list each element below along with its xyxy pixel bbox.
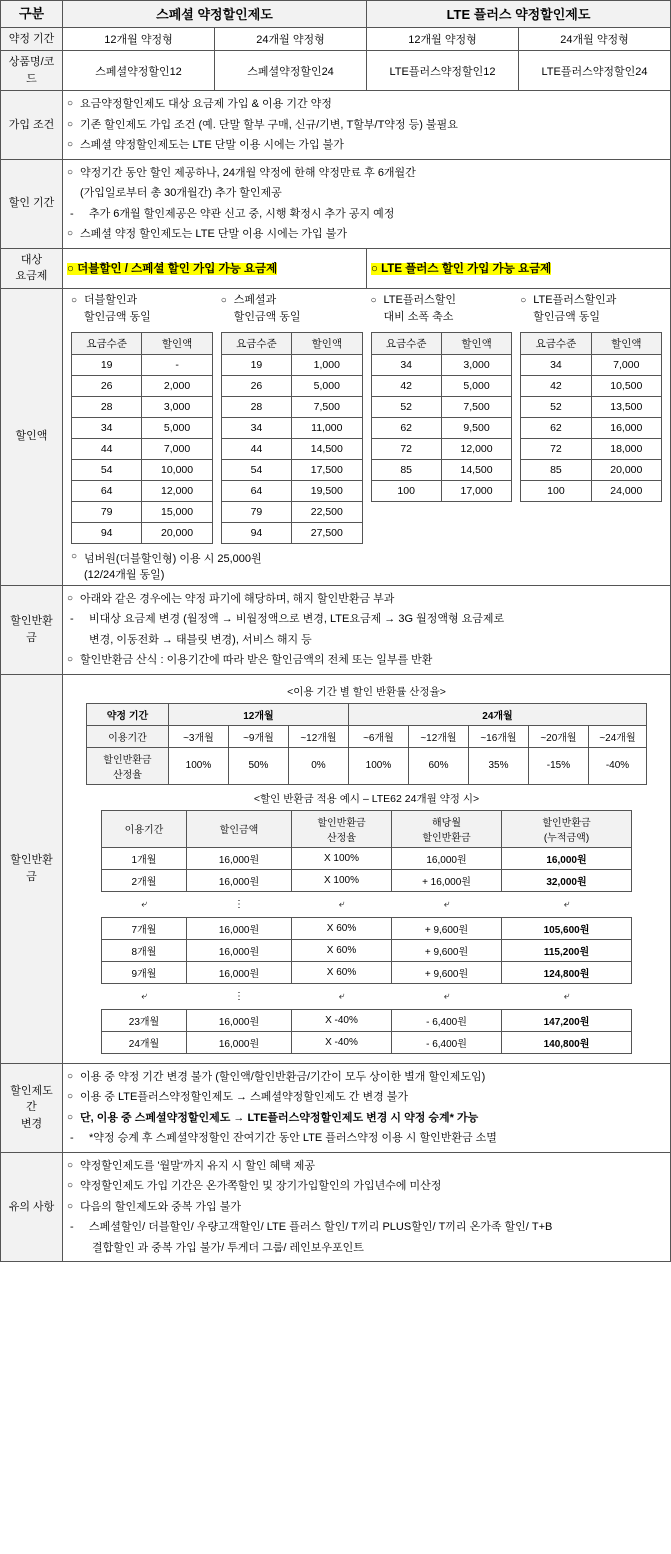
table-row <box>221 501 362 522</box>
rate-level: 28 <box>72 396 142 417</box>
rate-amount: 12,000 <box>142 480 212 501</box>
rate-amount: 5,000 <box>142 417 212 438</box>
label-contract-period: 약정 기간 <box>1 27 63 51</box>
ex-cell: 2개월 <box>102 869 187 891</box>
rate-amount: 3,000 <box>441 354 511 375</box>
numberone-line1: ○ 넘버원(더블할인형) 이용 시 25,000원 <box>71 550 662 566</box>
refund-rate-cell: 35% <box>468 747 528 784</box>
period-special-12: 12개월 약정형 <box>63 27 215 51</box>
refund-term-24: 24개월 <box>348 703 646 725</box>
refund-rate-cell: 0% <box>288 747 348 784</box>
table-row <box>86 725 646 747</box>
rate-table-header <box>72 332 213 354</box>
note-item: ○ 약정할인제도 가입 기간은 온가쪽할인 및 장기가입할인의 가입년수에 미산정 <box>67 1176 666 1197</box>
table-row <box>521 459 662 480</box>
rate-amount: 7,000 <box>142 438 212 459</box>
rate-table-lte24 <box>520 332 662 502</box>
table-row <box>221 459 362 480</box>
refund-rate-cell: 100% <box>168 747 228 784</box>
header-special: 스페셜 약정할인제도 <box>63 1 367 28</box>
rate-amount: 1,000 <box>292 354 362 375</box>
table-row <box>221 396 362 417</box>
rate-level: 62 <box>371 417 441 438</box>
table-row <box>72 522 213 543</box>
rate-level: 64 <box>72 480 142 501</box>
table-row <box>102 1009 632 1031</box>
join-item: ○ 기존 할인제도 가입 조건 (예. 단말 할부 구매, 신규/기변, T할부/T약정 등) 불필요 <box>67 115 666 136</box>
discount-period-item: - 추가 6개월 할인제공은 약관 신고 중, 시행 확정시 추가 공지 예정 <box>67 204 666 225</box>
row-contract-period <box>1 27 671 51</box>
rate-level: 72 <box>521 438 591 459</box>
label-notes: 유의 사항 <box>1 1152 63 1262</box>
label-target-plans <box>1 248 63 288</box>
product-lte-12: LTE플러스약정할인12 <box>367 51 519 91</box>
refund-item: - 비대상 요금제 변경 (월정액 → 비월정액으로 변경, LTE요금제 → 3G 월정액형 요금제로 <box>67 609 666 630</box>
refund-tables-content <box>63 674 671 1063</box>
rate-level: 85 <box>371 459 441 480</box>
ex-spacer: ⤶ <box>141 898 147 910</box>
table-row <box>371 396 512 417</box>
discount-period-item: ○ 스페셜 약정 할인제도는 LTE 단말 이용 시에는 가입 불가 <box>67 224 666 245</box>
refund-usage-cell: ~24개월 <box>588 725 646 747</box>
rate-level: 79 <box>72 501 142 522</box>
table-row <box>86 747 646 784</box>
rate-level: 42 <box>521 375 591 396</box>
table-row <box>102 939 632 961</box>
discount-block-title: ○ 스페셜과 할인금액 동일 <box>221 292 363 328</box>
rate-amount: 2,000 <box>142 375 212 396</box>
table-row <box>521 438 662 459</box>
refund-rate-cell: 100% <box>348 747 408 784</box>
table-row <box>221 480 362 501</box>
refund-example-table <box>101 810 632 1054</box>
discount-block-special24 <box>217 292 367 544</box>
rate-amount: 14,500 <box>441 459 511 480</box>
row-target-plans <box>1 248 671 288</box>
rate-amount: 5,000 <box>292 375 362 396</box>
row-refund-desc <box>1 585 671 674</box>
rate-amount: 7,500 <box>441 396 511 417</box>
rate-col-level: 요금수준 <box>521 332 591 354</box>
refund-rate-label: 할인반환금 산정율 <box>86 747 168 784</box>
table-row <box>102 810 632 847</box>
table-row <box>102 917 632 939</box>
rate-level: 44 <box>72 438 142 459</box>
table-row <box>371 417 512 438</box>
ex-cell: + 16,000원 <box>392 869 502 891</box>
ex-cell: 1개월 <box>102 847 187 869</box>
rate-level: 34 <box>72 417 142 438</box>
ex-spacer: ⤶ <box>443 990 450 1002</box>
ex-cell: + 9,600원 <box>392 917 502 939</box>
note-item: 결합할인 과 중복 가입 불가/ 투게더 그룹/ 레인보우포인트 <box>92 1241 364 1254</box>
period-special-24: 24개월 약정형 <box>215 27 367 51</box>
table-row <box>72 354 213 375</box>
note-item: - 스페셜할인/ 더블할인/ 우량고객할인/ LTE 플러스 할인/ T끼리 PLUS할인/ T끼리 온가족 할인/ T+B <box>67 1217 666 1238</box>
rate-amount: 20,000 <box>142 522 212 543</box>
product-lte-24: LTE플러스약정할인24 <box>519 51 671 91</box>
rate-col-level: 요금수준 <box>72 332 142 354</box>
rate-amount: - <box>142 354 212 375</box>
rate-amount: 3,000 <box>142 396 212 417</box>
ex-cell: 16,000원 <box>187 917 292 939</box>
numberone-line2: (12/24개월 동일) <box>84 568 165 581</box>
row-product-code <box>1 51 671 91</box>
rate-table-header <box>371 332 512 354</box>
rate-level: 28 <box>221 396 291 417</box>
rate-col-amount: 할인액 <box>292 332 362 354</box>
target-plans-lte-text: ○ LTE 플러스 할인 가입 가능 요금제 <box>371 263 552 275</box>
table-row <box>371 438 512 459</box>
rate-amount: 16,000 <box>591 417 661 438</box>
change-item: - *약정 승계 후 스페셜약정할인 잔여기간 동안 LTE 플러스약정 이용 시 할인반환금 소멸 <box>67 1128 666 1149</box>
refund-rate-cell: 50% <box>228 747 288 784</box>
table-row <box>521 396 662 417</box>
period-lte-12: 12개월 약정형 <box>367 27 519 51</box>
ex-cell: X 60% <box>292 917 392 939</box>
ex-cell: X -40% <box>292 1031 392 1053</box>
table-row <box>72 396 213 417</box>
table-header-row <box>1 1 671 28</box>
table-row <box>521 417 662 438</box>
change-item: ○ 이용 중 약정 기간 변경 불가 (할인액/할인반환금/기간이 모두 상이한 별개 할인제도임) <box>67 1067 666 1088</box>
rate-amount: 11,000 <box>292 417 362 438</box>
discount-amount-content <box>63 288 671 585</box>
discount-block-title: ○ LTE플러스할인과 할인금액 동일 <box>520 292 662 328</box>
table-row <box>521 354 662 375</box>
refund-item: ○ 아래와 같은 경우에는 약정 파기에 해당하며, 해지 할인반환금 부과 <box>67 589 666 610</box>
refund-rate-table <box>86 703 647 785</box>
period-lte-24: 24개월 약정형 <box>519 27 671 51</box>
ex-spacer: ⤶ <box>443 898 450 910</box>
row-plan-change <box>1 1063 671 1152</box>
ex-cell: - 6,400원 <box>392 1031 502 1053</box>
target-plans-special-text: ○ 더블할인 / 스페셜 할인 가입 가능 요금제 <box>67 263 278 275</box>
table-row-spacer <box>102 891 632 917</box>
ex-cell: 16,000원 <box>187 939 292 961</box>
rate-col-amount: 할인액 <box>441 332 511 354</box>
discount-blocks <box>67 292 666 544</box>
ex-cell: + 9,600원 <box>392 961 502 983</box>
rate-amount: 5,000 <box>441 375 511 396</box>
rate-amount: 20,000 <box>591 459 661 480</box>
ex-cell: 140,800원 <box>502 1031 632 1053</box>
change-item: ○ 단, 이용 중 스페셜약정할인제도 → LTE플러스약정할인제도 변경 시 약정 승계* 가능 <box>67 1108 666 1129</box>
table-row <box>221 417 362 438</box>
table-row <box>102 1031 632 1053</box>
refund-item: 변경, 이동전화 → 태블릿 변경), 서비스 해지 등 <box>89 633 312 646</box>
refund-rate-cell: -40% <box>588 747 646 784</box>
ex-cell: X 100% <box>292 869 392 891</box>
ex-col-cumulative: 할인반환금 (누적금액) <box>502 810 632 847</box>
discount-block-special12 <box>67 292 217 544</box>
refund-table2-caption: <할인 반환금 적용 예시 – LTE62 24개월 약정 시> <box>253 792 480 805</box>
rate-amount: 15,000 <box>142 501 212 522</box>
target-plans-lte <box>367 248 671 288</box>
note-item: ○ 다음의 할인제도와 중복 가입 불가 <box>67 1197 666 1218</box>
label-target-line2: 요금제 <box>15 270 48 282</box>
rate-level: 54 <box>72 459 142 480</box>
label-plan-change-line2: 변경 <box>20 1117 43 1130</box>
ex-col-rate: 할인반환금 산정율 <box>292 810 392 847</box>
table-row <box>521 480 662 501</box>
ex-cell: 23개월 <box>102 1009 187 1031</box>
header-division: 구분 <box>1 1 63 28</box>
rate-level: 52 <box>521 396 591 417</box>
ex-cell: 115,200원 <box>502 939 632 961</box>
target-plans-special <box>63 248 367 288</box>
rate-amount: 17,000 <box>441 480 511 501</box>
rate-amount: 7,000 <box>591 354 661 375</box>
ex-cell: 24개월 <box>102 1031 187 1053</box>
rate-level: 64 <box>221 480 291 501</box>
row-notes <box>1 1152 671 1262</box>
ex-cell: - 6,400원 <box>392 1009 502 1031</box>
table-row <box>86 703 646 725</box>
rate-amount: 13,500 <box>591 396 661 417</box>
rate-level: 34 <box>521 354 591 375</box>
rate-col-amount: 할인액 <box>591 332 661 354</box>
refund-usage-cell: ~20개월 <box>528 725 588 747</box>
table-row <box>371 375 512 396</box>
join-conditions-content <box>63 91 671 160</box>
table-row <box>102 847 632 869</box>
rate-level: 42 <box>371 375 441 396</box>
ex-spacer: ⤶ <box>563 990 570 1002</box>
table-row <box>72 438 213 459</box>
rate-level: 100 <box>521 480 591 501</box>
label-plan-change-line1: 할인제도간 <box>10 1084 53 1114</box>
change-item: ○ 이용 중 LTE플러스약정할인제도 → 스페셜약정할인제도 간 변경 불가 <box>67 1087 666 1108</box>
notes-content <box>63 1152 671 1262</box>
rate-table-special12 <box>71 332 213 544</box>
ex-cell: 16,000원 <box>502 847 632 869</box>
table-row <box>221 522 362 543</box>
note-item: ○ 약정할인제도를 '월말'까지 유지 시 할인 혜택 제공 <box>67 1156 666 1177</box>
rate-level: 52 <box>371 396 441 417</box>
refund-period-label: 약정 기간 <box>86 703 168 725</box>
rate-level: 19 <box>221 354 291 375</box>
rate-col-amount: 할인액 <box>142 332 212 354</box>
rate-table-header <box>521 332 662 354</box>
table-row <box>221 354 362 375</box>
rate-col-level: 요금수준 <box>371 332 441 354</box>
discount-block-title: ○ 더블할인과 할인금액 동일 <box>71 292 213 328</box>
table-row-spacer <box>102 983 632 1009</box>
rate-amount: 14,500 <box>292 438 362 459</box>
rate-level: 54 <box>221 459 291 480</box>
rate-amount: 9,500 <box>441 417 511 438</box>
ex-cell: 9개월 <box>102 961 187 983</box>
ex-cell: 7개월 <box>102 917 187 939</box>
rate-amount: 24,000 <box>591 480 661 501</box>
ex-cell: X 60% <box>292 961 392 983</box>
rate-level: 62 <box>521 417 591 438</box>
ex-spacer: ⋮ <box>234 990 244 1002</box>
ex-col-monthly: 해당월 할인반환금 <box>392 810 502 847</box>
discount-block-lte12 <box>367 292 517 544</box>
ex-cell: 147,200원 <box>502 1009 632 1031</box>
rate-table-lte12 <box>371 332 513 502</box>
discount-block-title: ○ LTE플러스할인 대비 소폭 축소 <box>371 292 513 328</box>
rate-amount: 19,500 <box>292 480 362 501</box>
discount-block-lte24 <box>516 292 666 544</box>
ex-cell: 32,000원 <box>502 869 632 891</box>
ex-cell: 16,000원 <box>187 1031 292 1053</box>
label-discount-amount: 할인액 <box>1 288 63 585</box>
rate-col-level: 요금수준 <box>221 332 291 354</box>
ex-spacer: ⤶ <box>338 990 345 1002</box>
refund-term-12: 12개월 <box>168 703 348 725</box>
row-discount-amount <box>1 288 671 585</box>
rate-level: 79 <box>221 501 291 522</box>
table-row <box>371 480 512 501</box>
refund-usage-cell: ~6개월 <box>348 725 408 747</box>
rate-table-special24 <box>221 332 363 544</box>
rate-level: 85 <box>521 459 591 480</box>
discount-period-item: (가입일로부터 총 30개월간) 추가 할인제공 <box>80 187 282 199</box>
refund-rate-cell: 60% <box>408 747 468 784</box>
product-special-12: 스페셜약정할인12 <box>63 51 215 91</box>
ex-cell: 105,600원 <box>502 917 632 939</box>
rate-level: 19 <box>72 354 142 375</box>
rate-amount: 18,000 <box>591 438 661 459</box>
plan-change-content <box>63 1063 671 1152</box>
rate-level: 44 <box>221 438 291 459</box>
ex-col-amount: 할인금액 <box>187 810 292 847</box>
ex-spacer: ⤶ <box>563 898 570 910</box>
ex-cell: 16,000원 <box>187 869 292 891</box>
row-refund-tables <box>1 674 671 1063</box>
ex-spacer: ⋮ <box>234 898 244 910</box>
rate-table-header <box>221 332 362 354</box>
label-product-code: 상품명/코드 <box>1 51 63 91</box>
ex-cell: X 60% <box>292 939 392 961</box>
ex-col-period: 이용기간 <box>102 810 187 847</box>
refund-rate-cell: -15% <box>528 747 588 784</box>
refund-usage-cell: ~12개월 <box>288 725 348 747</box>
rate-amount: 17,500 <box>292 459 362 480</box>
join-item: ○ 요금약정할인제도 대상 요금제 가입 & 이용 기간 약정 <box>67 94 666 115</box>
label-plan-change <box>1 1063 63 1152</box>
row-join-conditions <box>1 91 671 160</box>
rate-level: 94 <box>221 522 291 543</box>
table-row <box>221 438 362 459</box>
ex-cell: + 9,600원 <box>392 939 502 961</box>
label-refund-tables: 할인반환금 <box>1 674 63 1063</box>
refund-usage-cell: ~3개월 <box>168 725 228 747</box>
ex-spacer: ⤶ <box>141 990 147 1002</box>
ex-cell: 16,000원 <box>392 847 502 869</box>
ex-cell: X -40% <box>292 1009 392 1031</box>
ex-cell: X 100% <box>292 847 392 869</box>
label-refund-desc: 할인반환금 <box>1 585 63 674</box>
table-row <box>371 354 512 375</box>
table-row <box>72 501 213 522</box>
table-row <box>221 375 362 396</box>
refund-usage-cell: ~9개월 <box>228 725 288 747</box>
rate-level: 34 <box>221 417 291 438</box>
ex-cell: 124,800원 <box>502 961 632 983</box>
label-discount-period: 할인 기간 <box>1 159 63 248</box>
label-target-line1: 대상 <box>20 253 43 266</box>
row-discount-period <box>1 159 671 248</box>
rate-amount: 7,500 <box>292 396 362 417</box>
discount-period-item: ○ 약정기간 동안 할인 제공하나, 24개월 약정에 한해 약정만료 후 6개월간 <box>67 163 666 184</box>
rate-amount: 10,000 <box>142 459 212 480</box>
ex-cell: 16,000원 <box>187 1009 292 1031</box>
rate-level: 100 <box>371 480 441 501</box>
table-row <box>72 417 213 438</box>
rate-level: 34 <box>371 354 441 375</box>
rate-level: 26 <box>221 375 291 396</box>
refund-table1-caption: <이용 기간 별 할인 반환률 산정율> <box>287 685 446 698</box>
header-lte: LTE 플러스 약정할인제도 <box>367 1 671 28</box>
refund-item: ○ 할인반환금 산식 : 이용기간에 따라 받은 할인금액의 전체 또는 일부를 반환 <box>67 650 666 671</box>
join-item: ○ 스페셜 약정할인제도는 LTE 단말 이용 시에는 가입 불가 <box>67 135 666 156</box>
rate-level: 72 <box>371 438 441 459</box>
refund-usage-cell: ~16개월 <box>468 725 528 747</box>
rate-amount: 27,500 <box>292 522 362 543</box>
rate-level: 26 <box>72 375 142 396</box>
ex-cell: 8개월 <box>102 939 187 961</box>
table-row <box>371 459 512 480</box>
refund-usage-label: 이용기간 <box>86 725 168 747</box>
refund-desc-content <box>63 585 671 674</box>
rate-level: 94 <box>72 522 142 543</box>
table-row <box>72 459 213 480</box>
ex-cell: 16,000원 <box>187 961 292 983</box>
table-row <box>102 961 632 983</box>
numberone-footnote <box>67 544 666 582</box>
ex-cell: 16,000원 <box>187 847 292 869</box>
table-row <box>72 375 213 396</box>
product-special-24: 스페셜약정할인24 <box>215 51 367 91</box>
refund-usage-cell: ~12개월 <box>408 725 468 747</box>
table-row <box>521 375 662 396</box>
ex-spacer: ⤶ <box>338 898 345 910</box>
discount-period-content <box>63 159 671 248</box>
rate-amount: 10,500 <box>591 375 661 396</box>
table-row <box>72 480 213 501</box>
rate-amount: 22,500 <box>292 501 362 522</box>
label-join-conditions: 가입 조건 <box>1 91 63 160</box>
rate-amount: 12,000 <box>441 438 511 459</box>
table-row <box>102 869 632 891</box>
